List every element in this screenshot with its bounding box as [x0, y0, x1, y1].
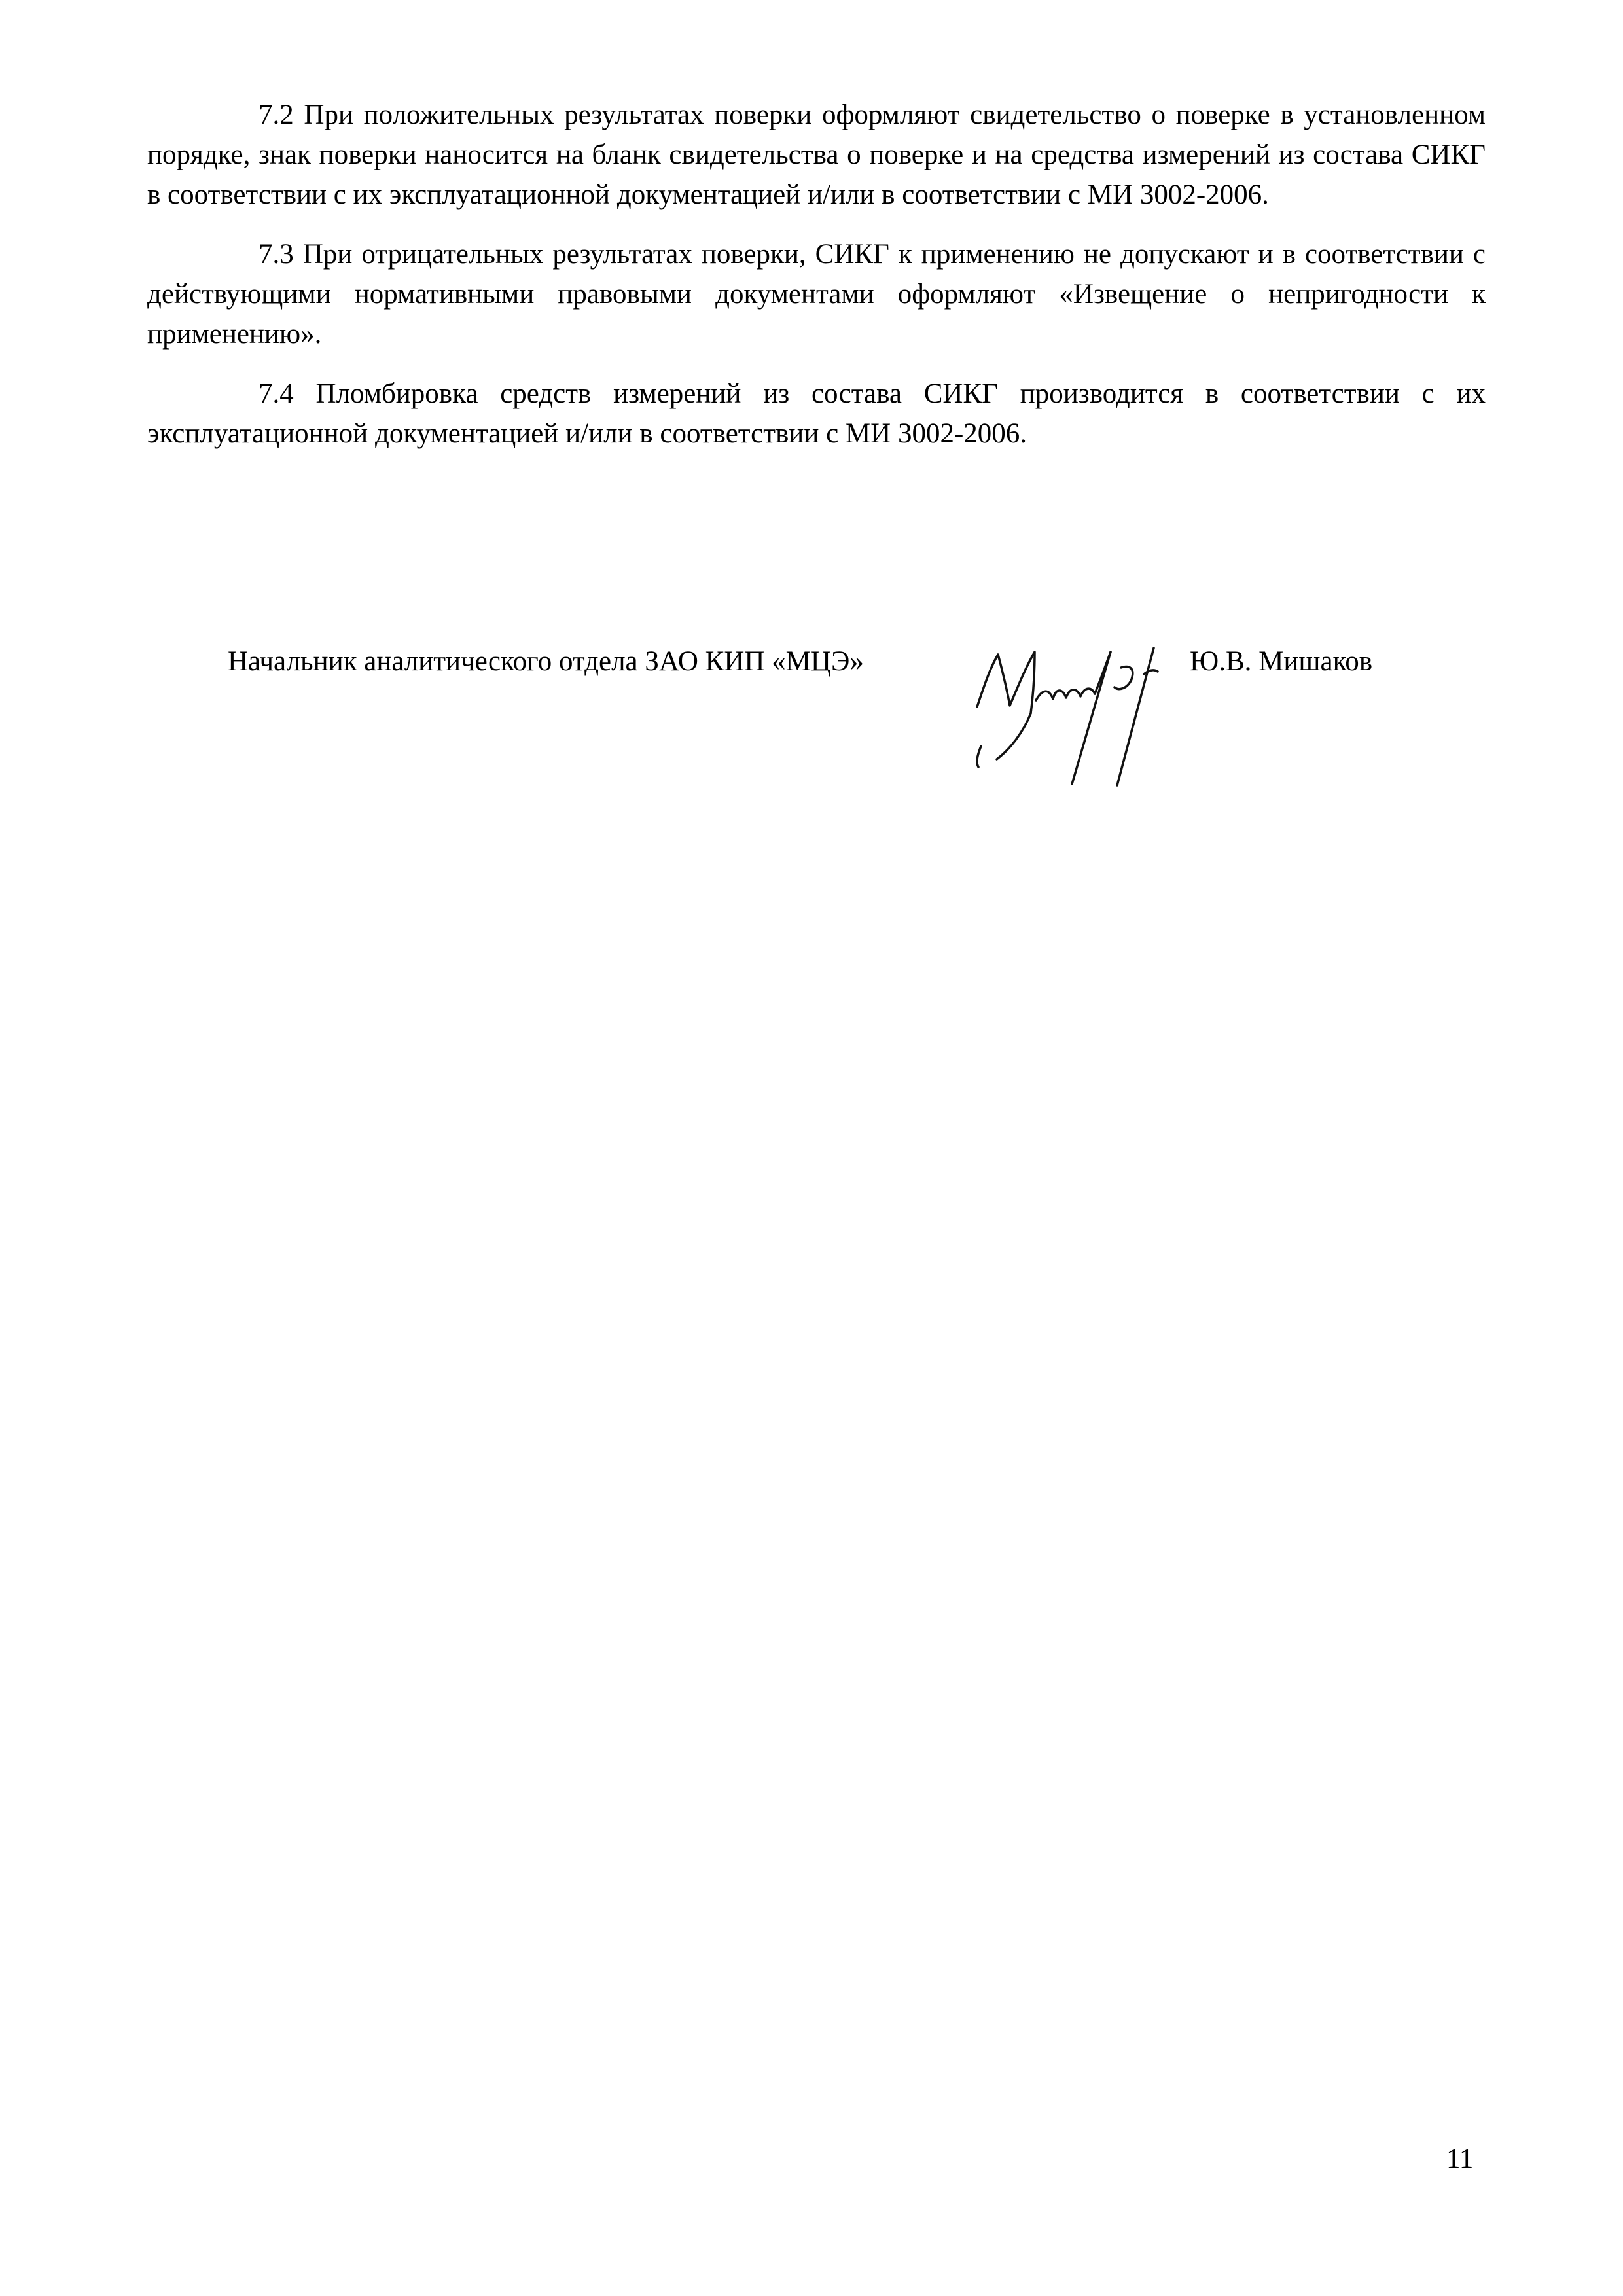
handwritten-signature [957, 628, 1173, 792]
paragraph-7-4: 7.4 Пломбировка средств измерений из состава СИКГ производится в соответствии с их эксплуатационной документацией и/или в соответствии с МИ 3002-2006. [147, 378, 1486, 449]
signatory-position: Начальник аналитического отдела ЗАО КИП «МЦЭ» [228, 646, 864, 677]
page-number: 11 [1446, 2144, 1474, 2174]
signature-block [228, 628, 1471, 798]
paragraph-7-3: 7.3 При отрицательных результатах поверки, СИКГ к применению не допускают и в соответствии с действующими нормативными правовыми документами оформляют «Извещение о непригодности к применению». [147, 239, 1486, 350]
document-body [147, 95, 1486, 454]
paragraph-7-2: 7.2 При положительных результатах поверки оформляют свидетельство о поверке в установленном порядке, знак поверки наносится на бланк свидетельства о поверке и на средства измерений из состава СИКГ в соответствии с их эксплуатационной документацией и/или в соответствии с МИ 3002-2006. [147, 99, 1486, 210]
signatory-name: Ю.В. Мишаков [1190, 646, 1373, 677]
